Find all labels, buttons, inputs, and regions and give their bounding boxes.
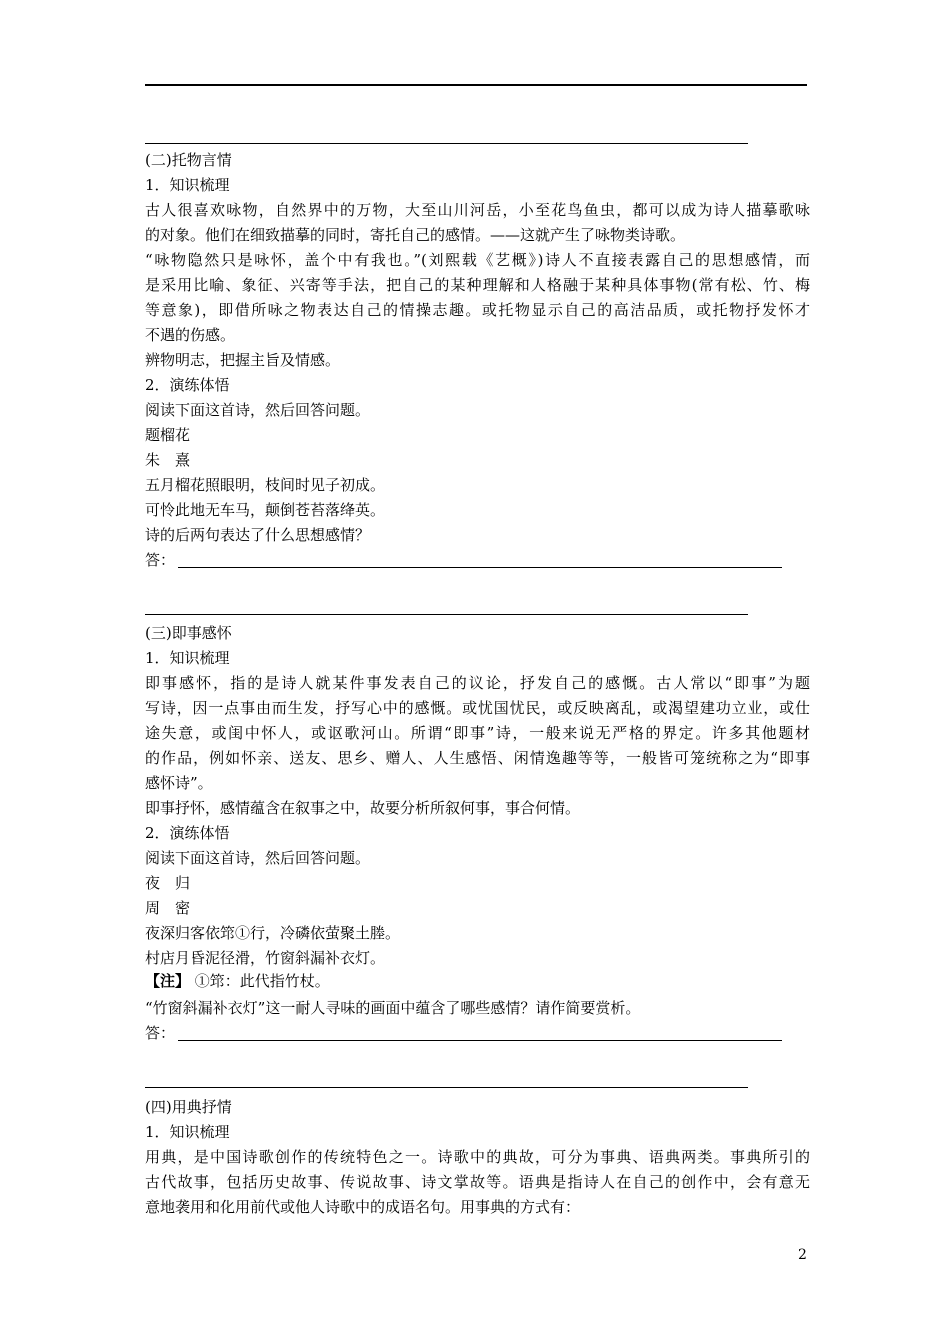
- paragraph-line: 等意象)，即借所咏之物表达自己的情操志趣。或托物显示自己的高洁品质，或托物抒发怀才: [145, 301, 810, 319]
- paragraph-line: 用典，是中国诗歌创作的传统特色之一。诗歌中的典故，可分为事典、语典两类。事典所引的: [145, 1148, 810, 1166]
- answer-field[interactable]: [178, 1040, 782, 1041]
- top-answer-line: [145, 84, 807, 86]
- paragraph-line: 古代故事，包括历史故事、传说故事、诗文掌故等。语典是指诗人在自己的创作中，会有意无: [145, 1173, 810, 1191]
- paragraph-line: 的对象。他们在细致描摹的同时，寄托自己的感情。——这就产生了咏物类诗歌。: [145, 226, 686, 244]
- poem-author: 朱 熹: [145, 451, 191, 469]
- paragraph-line: 古人很喜欢咏物，自然界中的万物，大至山川河岳，小至花鸟鱼虫，都可以成为诗人描摹歌咏: [145, 201, 810, 219]
- subsection-title: 1．知识梳理: [145, 1123, 230, 1141]
- paragraph-line: 不遇的伤感。: [145, 326, 236, 344]
- subsection-title: 1．知识梳理: [145, 649, 230, 667]
- poem-title: 题榴花: [145, 426, 191, 444]
- summary-line: 辨物明志，把握主旨及情感。: [145, 351, 341, 369]
- section-heading: (四)用典抒情: [145, 1098, 232, 1116]
- summary-line: 即事抒怀，感情蕴含在叙事之中，故要分析所叙何事，事合何情。: [145, 799, 581, 817]
- question: “竹窗斜漏补衣灯”这一耐人寻味的画面中蕴含了哪些感情？请作简要赏析。: [145, 999, 641, 1017]
- answer-blank-line: [145, 143, 748, 144]
- paragraph-line: 途失意，或闺中怀人，或讴歌河山。所谓“即事”诗，一般来说无严格的界定。许多其他题材: [145, 724, 810, 742]
- answer-blank-line: [145, 614, 748, 615]
- subsection-title: 2．演练体悟: [145, 824, 230, 842]
- poem-author: 周 密: [145, 899, 191, 917]
- answer-label: 答：: [145, 1024, 176, 1042]
- subsection-title: 1．知识梳理: [145, 176, 230, 194]
- instruction: 阅读下面这首诗，然后回答问题。: [145, 401, 371, 419]
- paragraph-line: 感怀诗”。: [145, 774, 213, 792]
- paragraph-line: 写诗，因一点事由而生发，抒写心中的感慨。或忧国忧民，或反映离乱，或渴望建功立业，或仕: [145, 699, 810, 717]
- section-heading: (二)托物言情: [145, 151, 232, 169]
- poem-line: 村店月昏泥径滑，竹窗斜漏补衣灯。: [145, 949, 386, 967]
- paragraph-line: 即事感怀，指的是诗人就某件事发表自己的议论，抒发自己的感慨。古人常以“即事”为题: [145, 674, 810, 692]
- poem-line: 五月榴花照眼明，枝间时见子初成。: [145, 476, 386, 494]
- note-label: 【注】: [145, 972, 191, 990]
- answer-label: 答：: [145, 551, 176, 569]
- paragraph-line: 意地袭用和化用前代或他人诗歌中的成语名句。用事典的方式有：: [145, 1198, 581, 1216]
- paragraph-line: 的作品，例如怀亲、送友、思乡、赠人、人生感悟、闲情逸趣等等，一般皆可笼统称之为“即事: [145, 749, 810, 767]
- answer-field[interactable]: [178, 567, 782, 568]
- answer-blank-line: [145, 1087, 748, 1088]
- poem-line: 可怜此地无车马，颠倒苍苔落绛英。: [145, 501, 386, 519]
- question: 诗的后两句表达了什么思想感情？: [145, 526, 371, 544]
- section-heading: (三)即事感怀: [145, 624, 232, 642]
- subsection-title: 2．演练体悟: [145, 376, 230, 394]
- annotation-note: [145, 969, 810, 994]
- poem-title: 夜 归: [145, 874, 191, 892]
- paragraph-line: “咏物隐然只是咏怀，盖个中有我也。”(刘熙载《艺概》)诗人不直接表露自己的思想感情，而: [145, 251, 810, 269]
- page-number: 2: [798, 1247, 807, 1263]
- note-text: ①筇：此代指竹杖。: [194, 972, 330, 990]
- paragraph-line: 是采用比喻、象征、兴寄等手法，把自己的某种理解和人格融于某种具体事物(常有松、竹、梅: [145, 276, 810, 294]
- instruction: 阅读下面这首诗，然后回答问题。: [145, 849, 371, 867]
- poem-line: 夜深归客依筇①行，冷磷依萤聚土塍。: [145, 924, 401, 942]
